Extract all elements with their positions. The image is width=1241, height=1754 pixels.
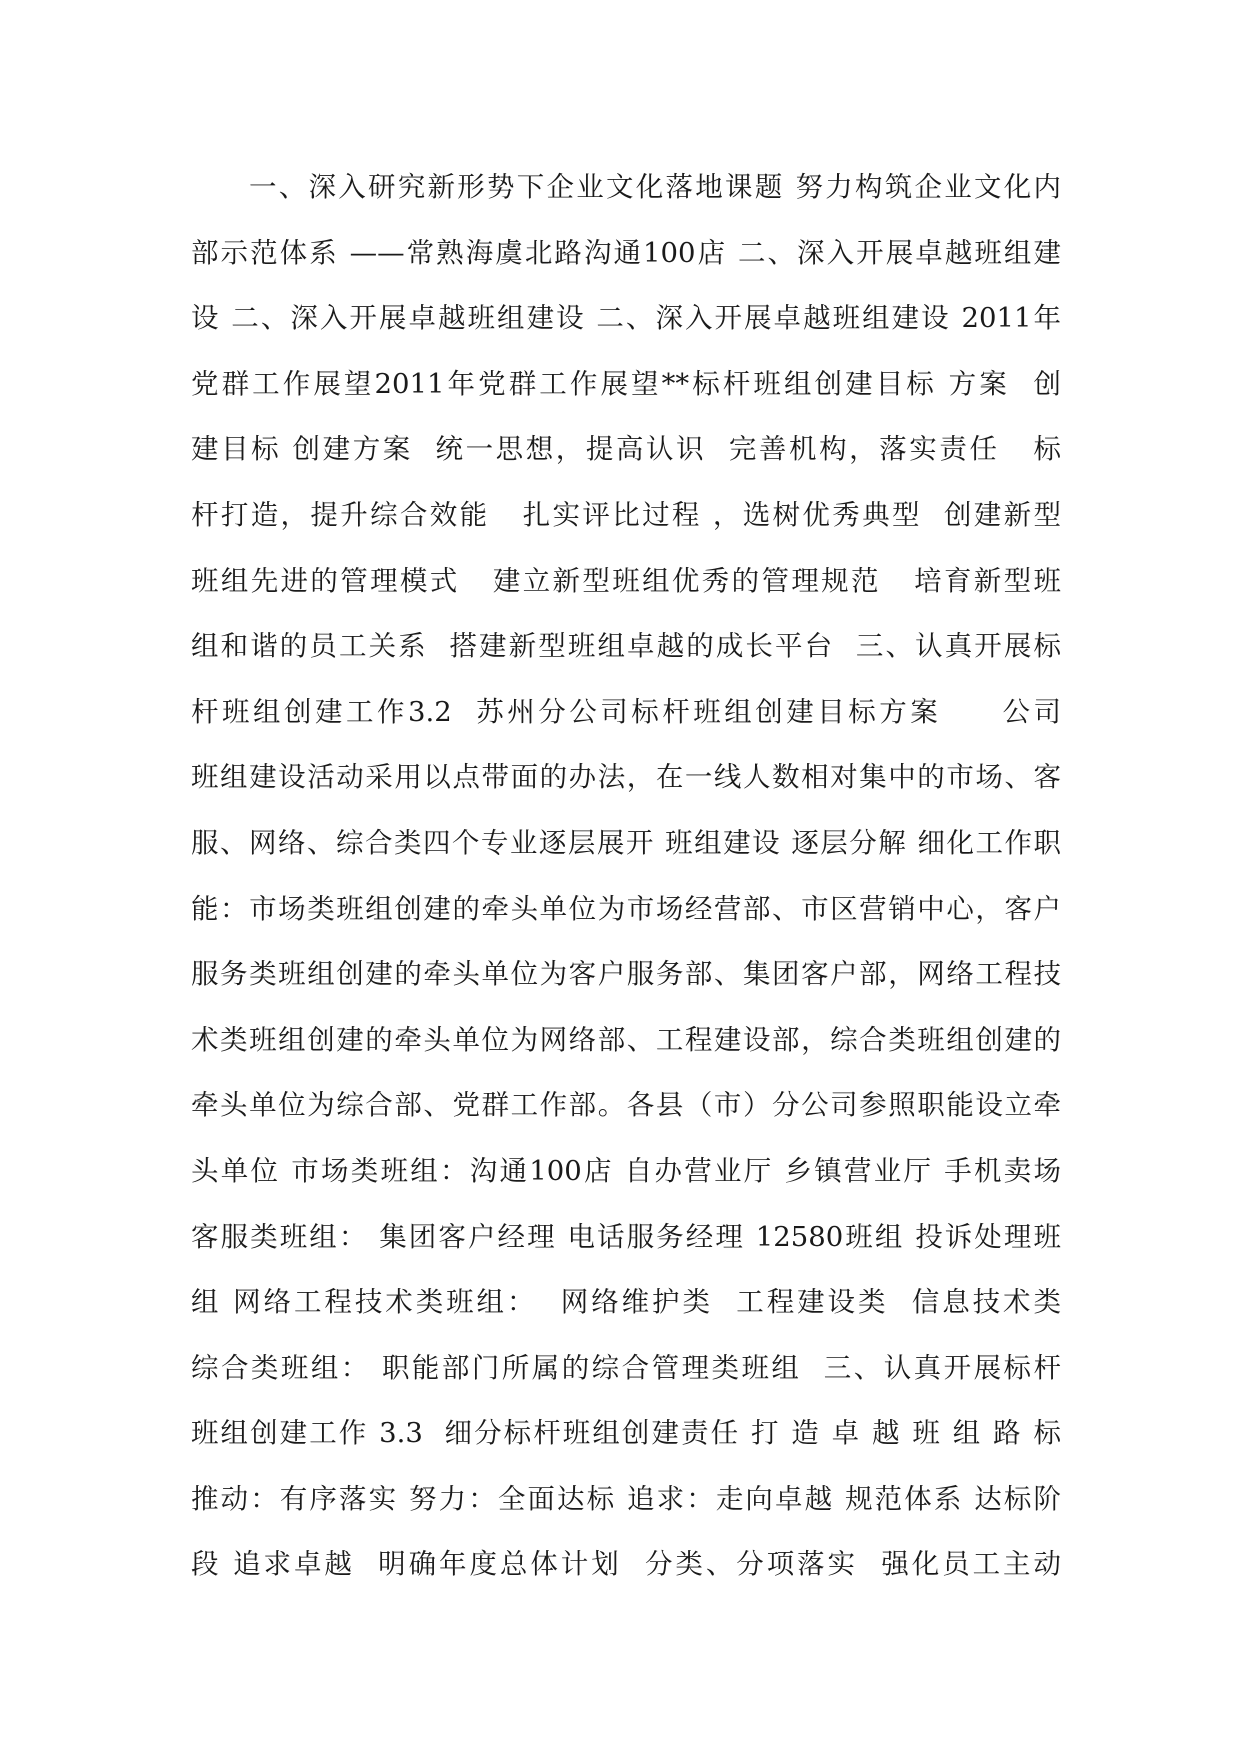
body-text: [191, 155, 1061, 1598]
text-line: 推动：有序落实 努力：全面达标 追求：走向卓越 规范体系 达标阶: [191, 1482, 1061, 1515]
text-line: 综合类班组： 职能部门所属的综合管理类班组 三、认真开展标杆: [191, 1351, 1061, 1384]
text-line: 服务类班组创建的牵头单位为客户服务部、集团客户部，网络工程技: [191, 958, 1061, 991]
text-line: 杆班组创建工作3.2 苏州分公司标杆班组创建目标方案 公司: [191, 695, 1061, 728]
text-line: 客服类班组： 集团客户经理 电话服务经理 12580班组 投诉处理班: [191, 1220, 1061, 1253]
text-line: 班组先进的管理模式 建立新型班组优秀的管理规范 培育新型班: [191, 564, 1061, 597]
text-line: 牵头单位为综合部、党群工作部。各县（市）分公司参照职能设立牵: [191, 1089, 1061, 1122]
text-line: 建目标 创建方案 统一思想，提高认识 完善机构，落实责任 标: [191, 433, 1061, 466]
text-line: 一、深入研究新形势下企业文化落地课题 努力构筑企业文化内: [249, 171, 1061, 203]
text-line: 部示范体系 ——常熟海虞北路沟通100店 二、深入开展卓越班组建: [191, 236, 1061, 269]
text-line: 设 二、深入开展卓越班组建设 二、深入开展卓越班组建设 2011年: [191, 302, 1061, 335]
text-line: 头单位 市场类班组：沟通100店 自办营业厅 乡镇营业厅 手机卖场: [191, 1154, 1061, 1187]
text-line: 党群工作展望2011年党群工作展望**标杆班组创建目标 方案 创: [191, 367, 1061, 400]
text-line: 术类班组创建的牵头单位为网络部、工程建设部，综合类班组创建的: [191, 1023, 1061, 1056]
text-line: 服、网络、综合类四个专业逐层展开 班组建设 逐层分解 细化工作职: [191, 826, 1061, 859]
text-line: 班组建设活动采用以点带面的办法，在一线人数相对集中的市场、客: [191, 761, 1061, 794]
text-line: 段 追求卓越 明确年度总体计划 分类、分项落实 强化员工主动: [191, 1548, 1061, 1581]
text-line: 能：市场类班组创建的牵头单位为市场经营部、市区营销中心，客户: [191, 892, 1061, 925]
text-line: 杆打造，提升综合效能 扎实评比过程 ，选树优秀典型 创建新型: [191, 498, 1061, 531]
text-line: 班组创建工作 3.3 细分标杆班组创建责任 打 造 卓 越 班 组 路 标: [191, 1417, 1061, 1450]
text-line: 组和谐的员工关系 搭建新型班组卓越的成长平台 三、认真开展标: [191, 630, 1061, 663]
text-line: 组 网络工程技术类班组： 网络维护类 工程建设类 信息技术类: [191, 1286, 1061, 1319]
